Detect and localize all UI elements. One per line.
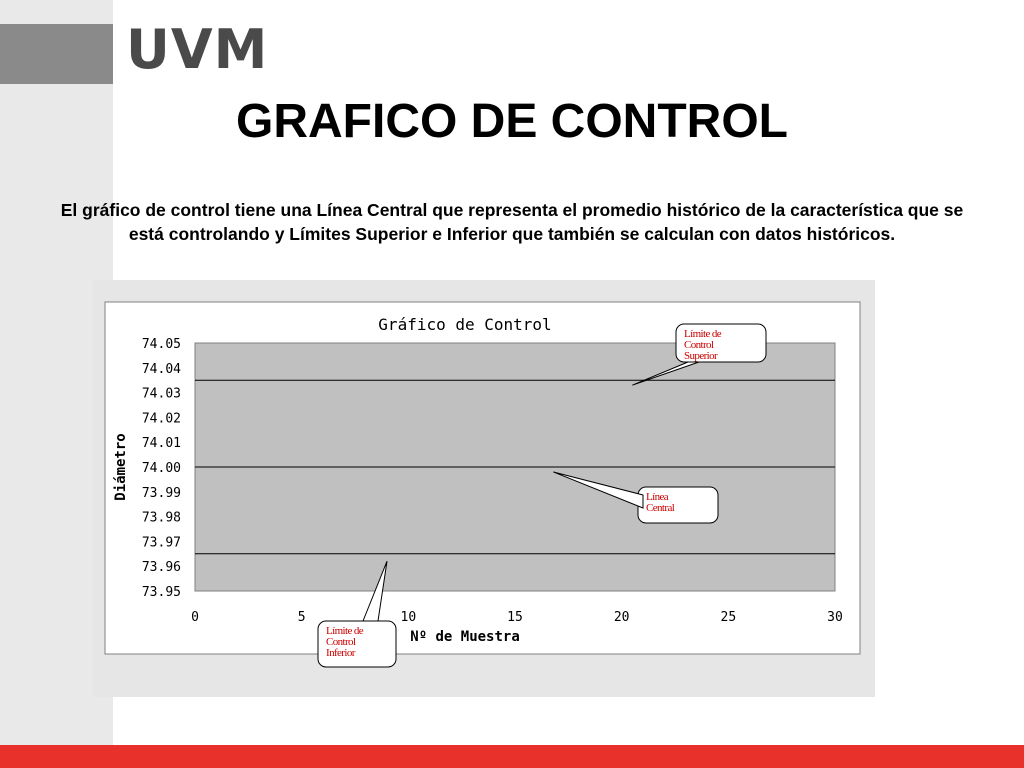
page-title: GRAFICO DE CONTROL [236,95,788,148]
ucl-callout-text: Límite de [684,328,722,340]
control-chart [93,280,875,697]
ucl-callout-text: Superior [684,350,718,362]
x-tick-label: 0 [191,610,199,625]
lcl-callout-text: Inferior [326,647,355,659]
y-tick-label: 74.04 [141,361,181,377]
lcl-callout-text: Control [326,636,356,648]
x-tick-label: 30 [827,610,843,625]
center-callout-text: Línea [646,491,669,503]
center-callout-text: Central [646,502,675,514]
y-tick-label: 73.99 [141,485,181,501]
description-text: El gráfico de control tiene una Línea Central que representa el promedio histórico de la característica que se está controlando y Límites Superior e Inferior que también se calculan con datos históricos. [60,200,964,244]
x-tick-label: 10 [400,610,417,625]
y-tick-label: 73.96 [141,560,181,576]
uvm-logo: UVM [126,18,269,81]
y-tick-label: 73.97 [141,535,181,551]
bottom-accent-bar [0,745,1024,768]
logo-decor-bar [0,24,113,84]
x-tick-label: 20 [613,610,630,625]
y-tick-label: 74.01 [141,436,181,452]
ucl-callout-text: Control [684,339,714,351]
x-tick-label: 25 [720,610,737,625]
x-axis-label: Nº de Muestra [410,629,520,645]
y-tick-label: 74.05 [141,337,181,352]
x-tick-label: 5 [297,610,306,625]
y-tick-label: 73.95 [141,585,181,600]
y-axis-label: Diámetro [113,433,129,501]
lcl-callout-text: Límite de [326,625,364,637]
x-tick-label: 15 [507,610,523,625]
y-tick-label: 74.00 [141,461,181,476]
chart-title: Gráfico de Control [378,315,552,334]
y-tick-label: 74.02 [141,411,181,427]
chart-panel [93,280,875,697]
y-tick-label: 74.03 [141,386,181,402]
y-tick-label: 73.98 [141,510,181,526]
